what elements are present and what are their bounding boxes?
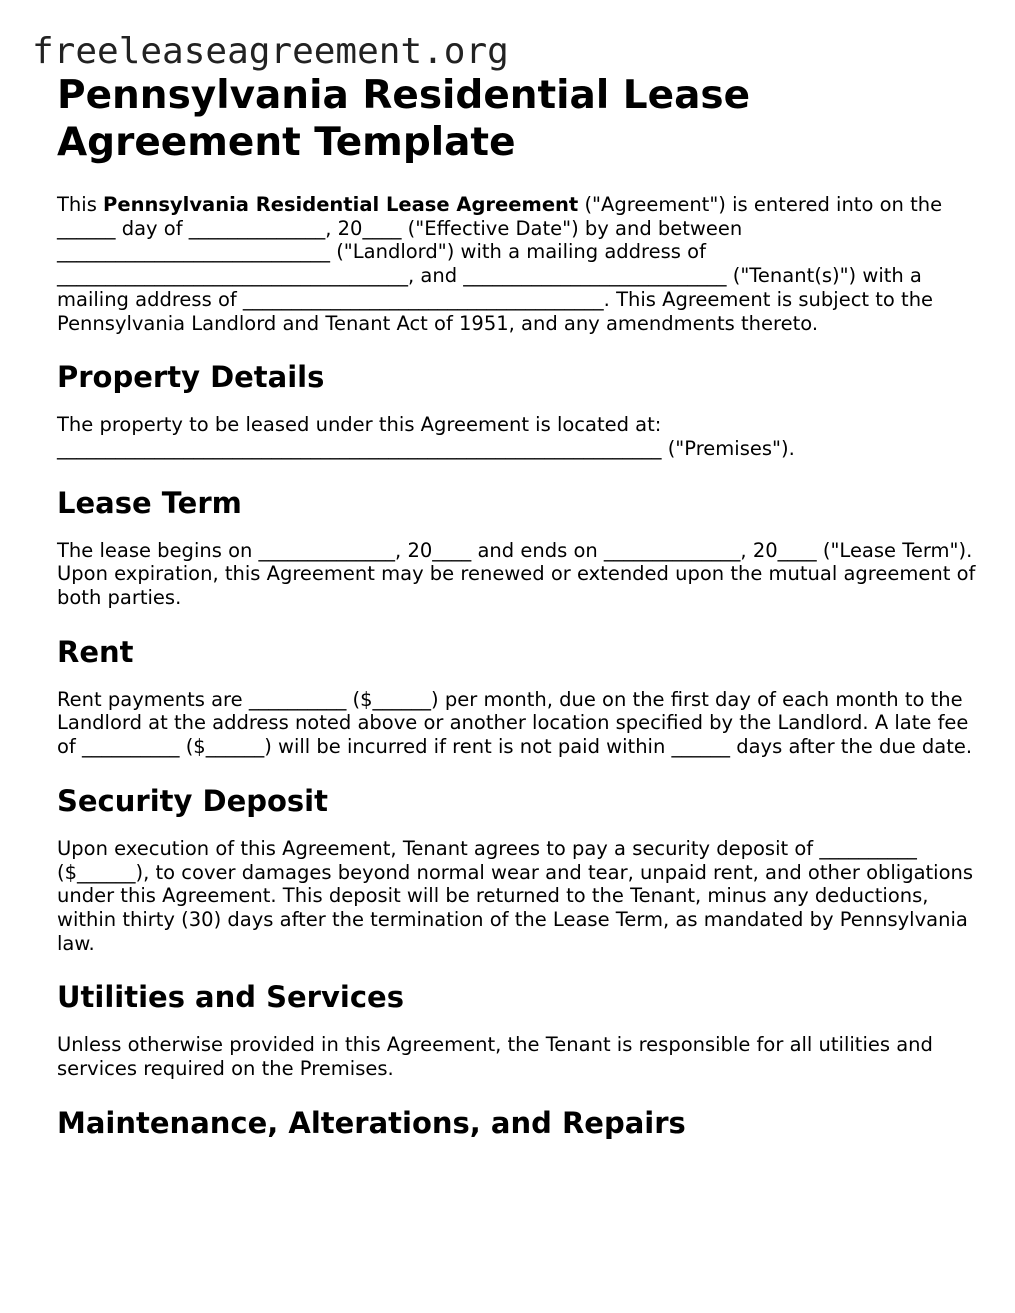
lease-term-heading: Lease Term [57, 485, 242, 520]
intro-paragraph [57, 193, 977, 335]
site-watermark: freeleaseagreement.org [32, 31, 509, 72]
maintenance-heading: Maintenance, Alterations, and Repairs [57, 1105, 686, 1140]
security-deposit-heading: Security Deposit [57, 783, 328, 818]
security-deposit-body: Upon execution of this Agreement, Tenant agrees to pay a security deposit of __________ ($______), to cover damages beyond normal wear and tear, unpaid rent, and other obligations under this Agreement. This deposit will be returned to the Tenant, minus any deductions, within thirty (30) days after the termination of the Lease Term, as mandated by Pennsylvania law. [57, 836, 974, 955]
document-page [57, 72, 977, 1141]
utilities-heading: Utilities and Services [57, 980, 404, 1015]
property-details-body: The property to be leased under this Agreement is located at: ______________________________________________________________ ("Premises"). [57, 413, 795, 460]
rent-heading: Rent [57, 634, 134, 669]
intro-lead: This [57, 193, 104, 216]
property-details-heading: Property Details [57, 360, 325, 395]
intro-text: ("Agreement") is entered into on the ______ day of ______________, 20____ ("Effective Date") by and between ____________________________ ("Landlord") with a mailing address of ____________________________________, and ___________________________ ("Tenant(s)") with a mailing address of _____________________________________. This Agreement is subject to the Pennsylvania Landlord and Tenant Act of 1951, and any amendments thereto. [57, 193, 943, 335]
rent-body: Rent payments are __________ ($______) per month, due on the first day of each month to the Landlord at the address noted above or another location specified by the Landlord. A late fee of __________ ($______) will be incurred if rent is not paid within ______ days after the due date. [57, 687, 973, 759]
lease-term-body: The lease begins on ______________, 20____ and ends on ______________, 20____ ("Lease Term"). Upon expiration, this Agreement may be renewed or extended upon the mutual agreement of both parties. [57, 538, 976, 610]
document-title: Pennsylvania Residential Lease Agreement Template [57, 73, 751, 165]
intro-agreement-name: Pennsylvania Residential Lease Agreement [103, 193, 579, 216]
utilities-body: Unless otherwise provided in this Agreement, the Tenant is responsible for all utilities and services required on the Premises. [57, 1033, 933, 1081]
